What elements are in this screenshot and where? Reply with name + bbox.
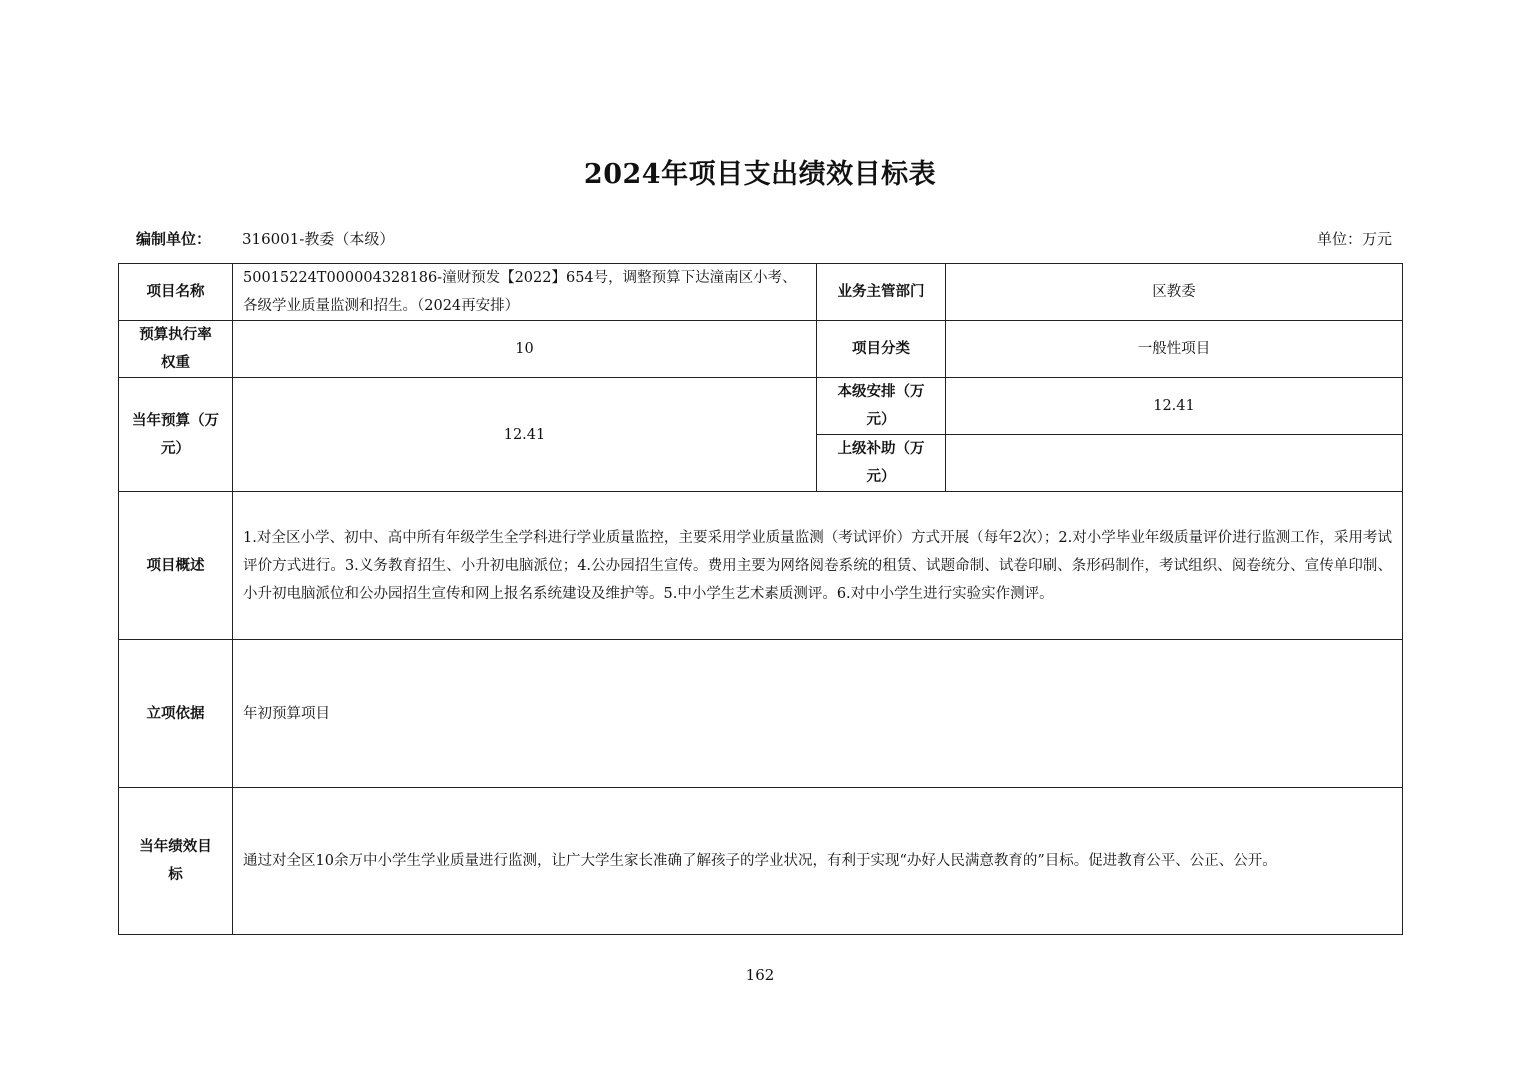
page-number: 162 — [745, 966, 775, 984]
project-name-value — [233, 264, 817, 321]
superior-label-line-1: 上级补助（万 — [837, 441, 925, 457]
budget-value: 12.41 — [233, 378, 817, 492]
category-value: 一般性项目 — [946, 321, 1403, 378]
goal-label-line-2: 标 — [168, 867, 183, 883]
superior-label-line-2: 元） — [866, 469, 896, 485]
budget-label-line-1: 当年预算（万 — [132, 412, 219, 429]
org-label: 编制单位： — [136, 230, 212, 248]
local-label-line-2: 元） — [866, 412, 896, 428]
local-label-line-1: 本级安排（万 — [837, 384, 925, 400]
page-title: 2024年项目支出绩效目标表 — [583, 159, 937, 190]
exec-rate-label-line-1: 预算执行率 — [139, 327, 212, 343]
currency-unit: 单位：万元 — [1316, 230, 1392, 248]
exec-rate-value: 10 — [233, 321, 817, 378]
project-name-line-1: 50015224T000004328186-潼财预发【2022】654号，调整预算下达潼南区小考、 — [243, 270, 797, 286]
exec-rate-label — [119, 321, 233, 378]
row-basis — [119, 640, 1403, 788]
local-value: 12.41 — [946, 378, 1403, 435]
row-goal — [119, 788, 1403, 935]
row-project-name — [119, 264, 1403, 321]
goal-label-line-1: 当年绩效目 — [139, 839, 212, 855]
budget-label — [119, 378, 233, 492]
org-value: 316001-教委（本级） — [242, 230, 395, 248]
project-name-line-2: 各级学业质量监测和招生。（2024再安排） — [243, 298, 520, 314]
budget-label-line-2: 元） — [161, 440, 190, 457]
overview-label: 项目概述 — [119, 492, 233, 640]
overview-text: 1.对全区小学、初中、高中所有年级学生全学科进行学业质量监控，主要采用学业质量监测（考试评价）方式开展（每年2次）；2.对小学毕业年级质量评价进行监测工作，采用考试评价方式进行。3.义务教育招生、小升初电脑派位；4.公办园招生宣传。费用主要为网络阅卷系统的租赁、试题命制、试卷印刷、条形码制作，考试组织、阅卷统分、宣传单印制、小升初电脑派位和公办园招生宣传和网上报名系统建设及维护等。5.中小学生艺术素质测评。6.对中小学生进行实验实作测评。 — [233, 492, 1403, 640]
goal-label — [119, 788, 233, 935]
local-label — [817, 378, 946, 435]
project-name-label: 项目名称 — [119, 264, 233, 321]
superior-label — [817, 435, 946, 492]
dept-label: 业务主管部门 — [817, 264, 946, 321]
goal-text: 通过对全区10余万中小学生学业质量进行监测，让广大学生家长准确了解孩子的学业状况，有利于实现“办好人民满意教育的”目标。促进教育公平、公正、公开。 — [233, 788, 1403, 935]
row-exec-rate — [119, 321, 1403, 378]
performance-target-table — [118, 263, 1403, 935]
exec-rate-label-line-2: 权重 — [161, 355, 190, 371]
superior-value — [946, 435, 1403, 492]
basis-label: 立项依据 — [119, 640, 233, 788]
row-overview — [119, 492, 1403, 640]
dept-value: 区教委 — [946, 264, 1403, 321]
basis-text: 年初预算项目 — [233, 640, 1403, 788]
category-label: 项目分类 — [817, 321, 946, 378]
row-budget — [119, 378, 1403, 435]
